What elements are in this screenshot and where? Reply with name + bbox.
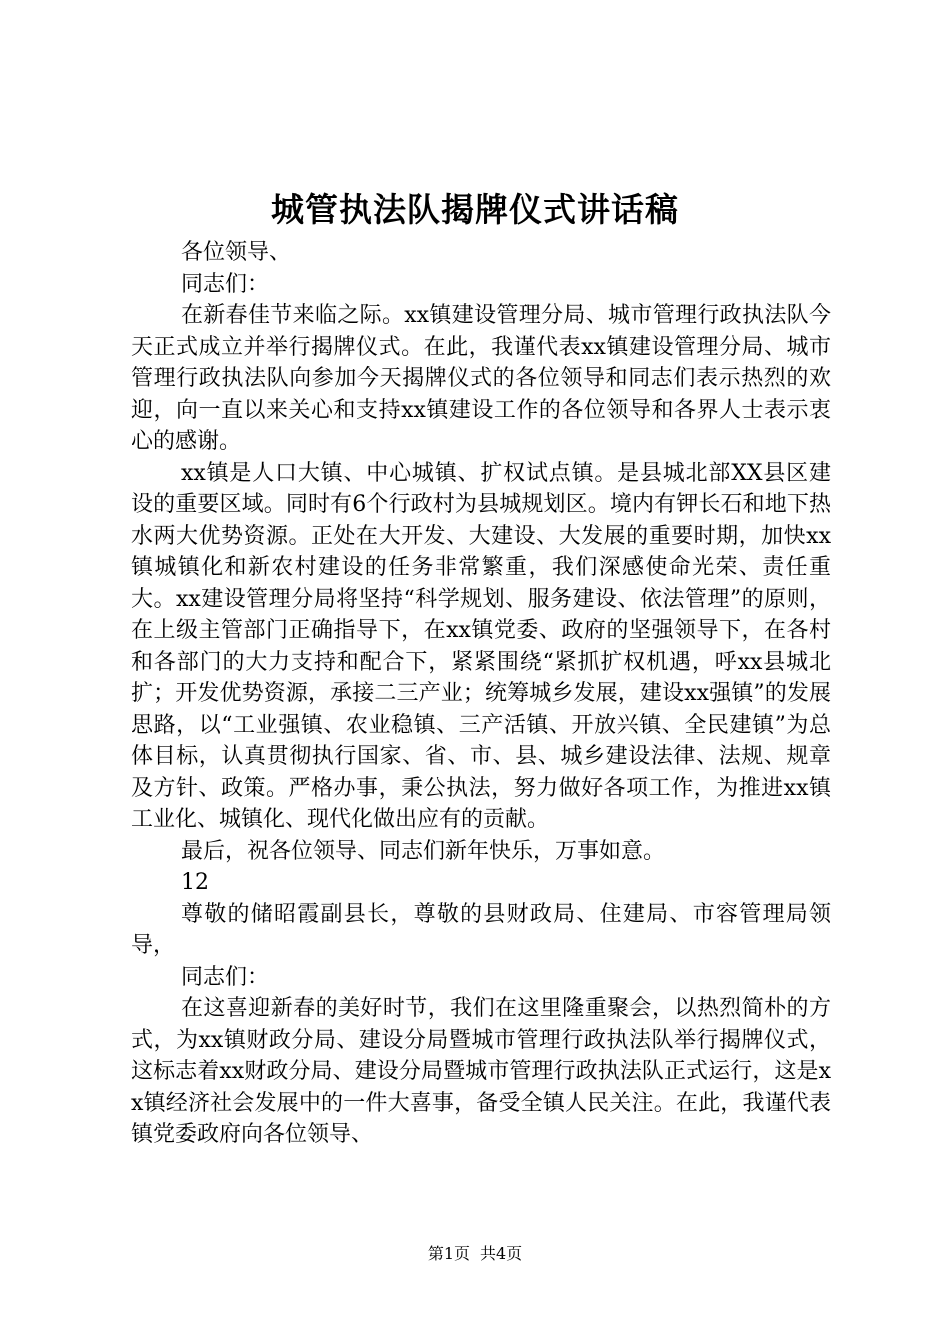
salutation-leaders: 各位领导、	[181, 240, 292, 265]
salutation-comrades: 同志们：	[181, 271, 270, 297]
paragraph-closing-wishes: 最后，祝各位领导、同志们新年快乐，万事如意。	[181, 838, 666, 864]
document-body	[131, 237, 831, 1151]
paragraph-town-overview: xx镇是人口大镇、中心城镇、扩权试点镇。是县城北部XX县区建设的重要区域。同时有6个行政村为县城规划区。境内有钾长石和地下热水两大优势资源。正处在大开发、大建设、大发展的重要时期，加快xx镇城镇化和新农村建设的任务非常繁重，我们深感使命光荣、责任重大。xx建设管理分局将坚持“科学规划、服务建设、依法管理”的原则，在上级主管部门正确指导下，在xx镇党委、政府的坚强领导下，在各村和各部门的大力支持和配合下，紧紧围绕“紧抓扩权机遇，呼xx县城北扩；开发优势资源，承接二三产业；统筹城乡发展，建设xx强镇”的发展思路，以“工业强镇、农业稳镇、三产活镇、开放兴镇、全民建镇”为总体目标，认真贯彻执行国家、省、市、县、城乡建设法律、法规、规章及方针、政策。严格办事，秉公执法，努力做好各项工作，为推进xx镇工业化、城镇化、现代化做出应有的贡献。	[131, 460, 831, 832]
paragraph-welcome: 在新春佳节来临之际。xx镇建设管理分局、城市管理行政执法队今天正式成立并举行揭牌仪式。在此，我谨代表xx镇建设管理分局、城市管理行政执法队向参加今天揭牌仪式的各位领导和同志们表示热烈的欢迎，向一直以来关心和支持xx镇建设工作的各位领导和各界人士表示衷心的感谢。	[131, 303, 831, 454]
page-number: 第1页	[427, 1244, 470, 1263]
section-number: 12	[181, 870, 209, 895]
document-title: 城管执法队揭牌仪式讲话稿	[271, 190, 679, 229]
salutation-officials: 尊敬的储昭霞副县长，尊敬的县财政局、住建局、市容管理局领导，	[131, 901, 831, 958]
page-total: 共4页	[480, 1244, 523, 1263]
paragraph-ceremony: 在这喜迎新春的美好时节，我们在这里隆重聚会，以热烈简朴的方式，为xx镇财政分局、建设分局暨城市管理行政执法队举行揭牌仪式，这标志着xx财政分局、建设分局暨城市管理行政执法队正式运行，这是xx镇经济社会发展中的一件大喜事，备受全镇人民关注。在此，我谨代表镇党委政府向各位领导、	[131, 996, 831, 1147]
page-footer	[0, 1242, 950, 1266]
salutation-comrades-2: 同志们：	[181, 964, 270, 990]
